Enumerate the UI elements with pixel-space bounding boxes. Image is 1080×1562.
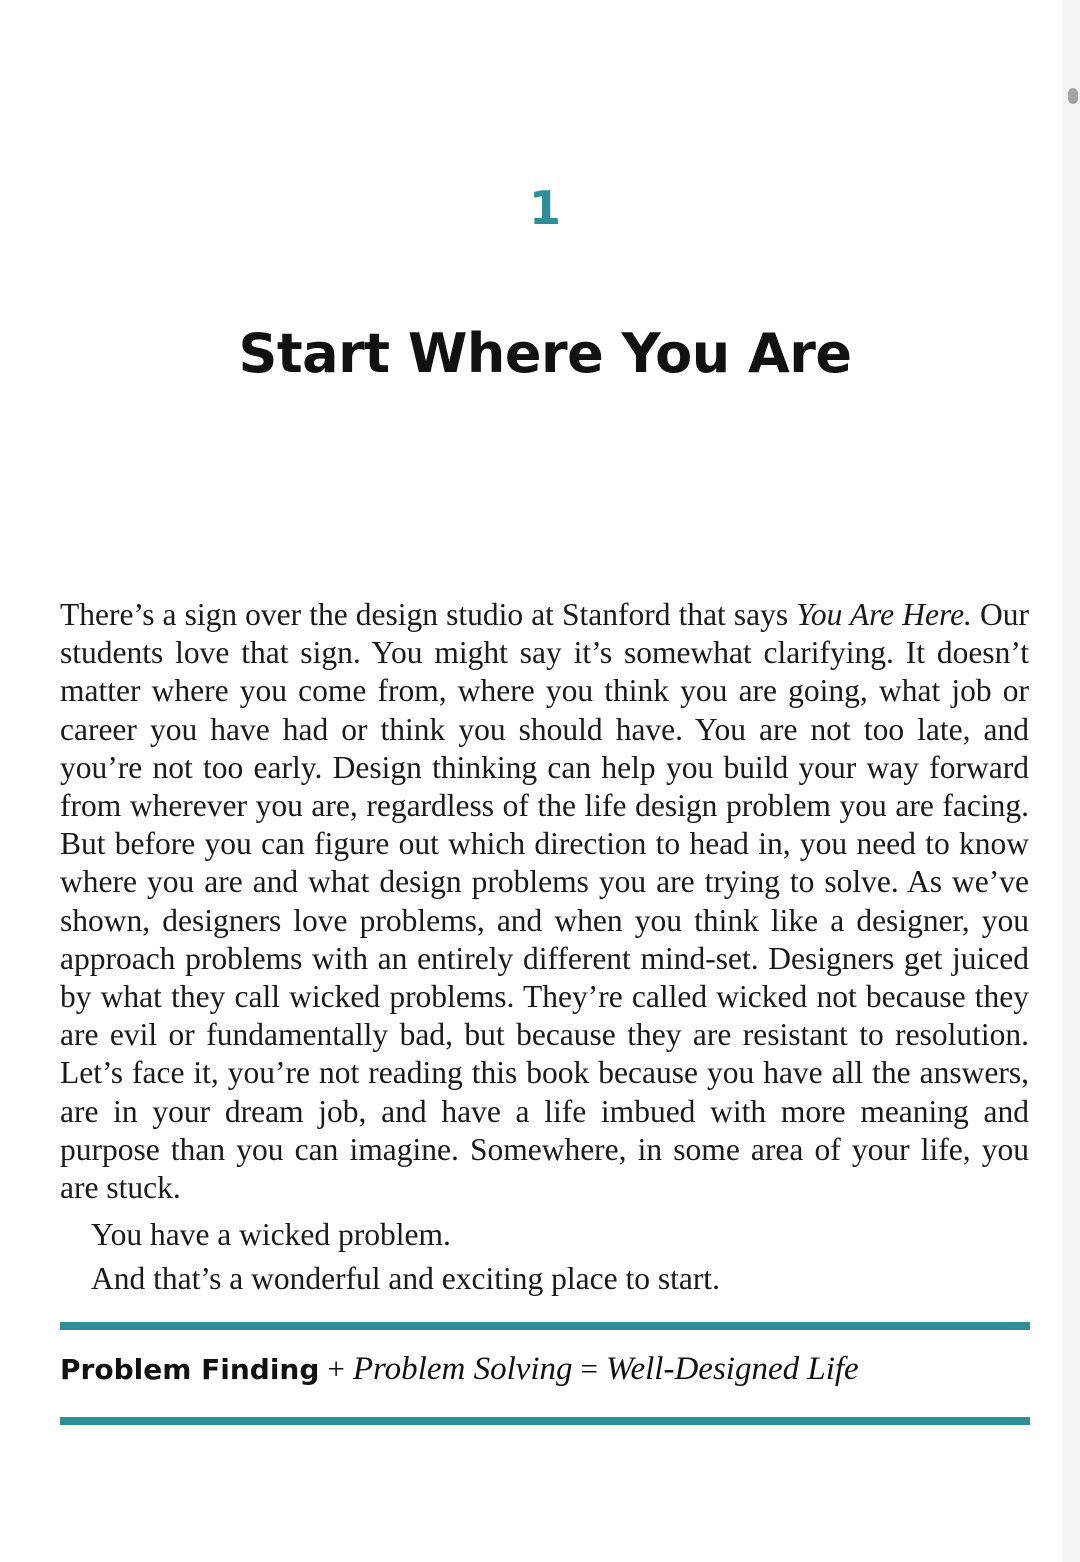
formula-line [60, 1344, 1030, 1394]
scrollbar[interactable] [1062, 0, 1080, 1562]
paragraph-1-text-b: Our students love that sign. You might say it’s somewhat clarifying. It doesn’t matter where you come from, where you think you are going, what job or career you have had or think you should have. You are not too late, and you’re not too early. Design thinking can help you build your way forward from wherever you are, regardless of the life design problem you are facing. But before you can figure out which direction to head in, you need to know where you are and what design problems you are trying to solve. As we’ve shown, designers love problems, and when you think like a designer, you approach problems with an entirely different mind-set. Designers get juiced by what they call wicked problems. They’re called wicked not because they are evil or fundamentally bad, but because they are resistant to resolution. Let’s face it, you’re not reading this book because you have all the answers, are in your dream job, and have a life imbued with more meaning and purpose than you can imagine. Somewhere, in some area of your life, you are stuck. [60, 597, 1029, 1206]
formula-top-rule [60, 1322, 1030, 1330]
paragraph-3: And that’s a wonderful and exciting place to start. [91, 1261, 720, 1297]
paragraph-2: You have a wicked problem. [91, 1217, 451, 1253]
paragraph-1-emphasis: You Are Here. [796, 597, 972, 632]
formula-term-problem-solving: Problem Solving [352, 1351, 573, 1387]
paragraph-1-text-a: There’s a sign over the design studio at Stanford that says [60, 597, 797, 632]
formula-plus: + [327, 1351, 345, 1386]
chapter-body [60, 596, 1029, 1301]
formula-equals: = [580, 1351, 599, 1386]
chapter-number: 1 [528, 181, 561, 235]
formula-result: Well-Designed Life [606, 1351, 859, 1387]
formula-term-problem-finding: Problem Finding [60, 1353, 320, 1386]
paragraph-1 [60, 596, 1029, 1207]
chapter-title: Start Where You Are [238, 322, 852, 385]
formula-bottom-rule [60, 1417, 1030, 1425]
scrollbar-thumb[interactable] [1068, 88, 1078, 104]
